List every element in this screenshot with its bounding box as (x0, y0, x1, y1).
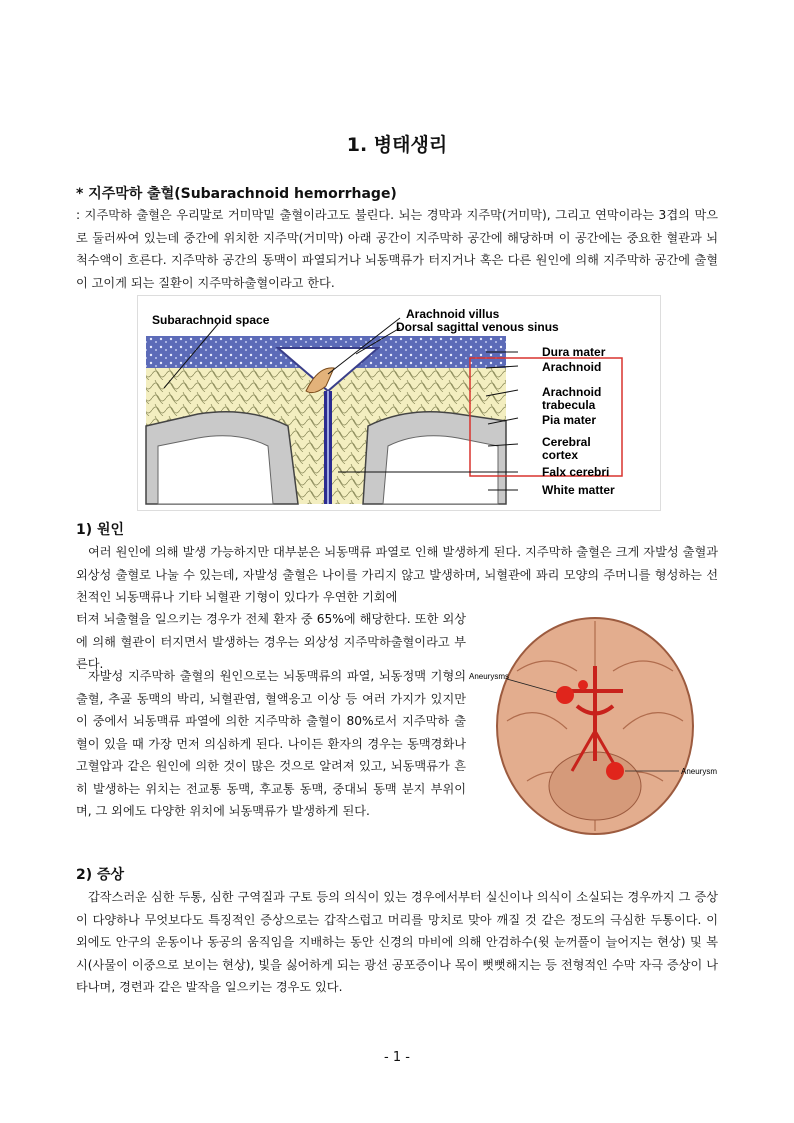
cause-heading: 1) 원인 (76, 522, 125, 538)
cause-paragraph-1: 여러 원인에 의해 발생 가능하지만 대부분은 뇌동맥류 파열로 인해 발생하게 된다. 지주막하 출혈은 크게 자발성 출혈과 외상성 출혈로 나눌 수 있는데, 자발성 출혈은 나이를 가리지 않고 발생하며, 뇌혈관에 꽈리 모양의 주머니를 형성하는 선천적인 뇌동맥류나 기타 뇌혈관 기형이 있다가 우연한 기회에 (76, 545, 718, 604)
label-white-matter: White matter (542, 483, 615, 497)
label-arachnoid-villus: Arachnoid villus (406, 307, 500, 321)
symptom-heading: 2) 증상 (76, 867, 125, 883)
label-subarachnoid-space: Subarachnoid space (152, 313, 270, 327)
label-dorsal-sinus: Dorsal sagittal venous sinus (396, 320, 559, 334)
intro-paragraph: : 지주막하 출혈은 우리말로 거미막밑 출혈이라고도 불린다. 뇌는 경막과 지주막(거미막), 그리고 연막이라는 3겹의 막으로 둘러싸여 있는데 중간에 위치한 지주막(거미막) 아래 공간이 지주막하 공간에 해당하며 이 공간에는 중요한 혈관과 뇌척수액이 흐른다. 지주막하 공간의 동맥이 파열되거나 뇌동맥류가 터지거나 혹은 다른 원인에 의해 지주막하 공간에 출혈이 고이게 되는 질환이 지주막하출혈이라고 한다. (76, 208, 718, 290)
label-aneurysm: Aneurysm (681, 767, 718, 776)
label-dura-mater: Dura mater (542, 345, 606, 359)
page-number: - 1 - (384, 1050, 410, 1065)
label-arachnoid-trabecula-2: trabecula (542, 398, 596, 412)
label-aneurysms: Aneurysms (469, 672, 510, 681)
label-falx-cerebri: Falx cerebri (542, 465, 610, 479)
label-arachnoid-trabecula-1: Arachnoid (542, 385, 602, 399)
meninges-diagram (137, 295, 661, 511)
label-pia-mater: Pia mater (542, 413, 597, 427)
cause-paragraph-1-continued: 터져 뇌출혈을 일으키는 경우가 전체 환자 중 65%에 해당한다. 또한 외상에 의해 혈관이 터지면서 발생하는 경우는 외상성 지주막하출혈이라고 부른다. (76, 612, 466, 671)
brain-aneurysm-illustration (467, 611, 719, 837)
page-title: 1. 병태생리 (346, 134, 448, 156)
intro-heading: * 지주막하 출혈(Subarachnoid hemorrhage) (76, 186, 397, 202)
cause-paragraph-2: 자발성 지주막하 출혈의 원인으로는 뇌동맥류의 파열, 뇌동정맥 기형의 출혈, 추골 동맥의 박리, 뇌혈관염, 혈액응고 이상 등 여러 가지가 있지만 이 중에서 뇌동맥류 파열에 의한 지주막하 출혈이 80%로서 지주막하 출혈이 있을 때 가장 먼저 의심하게 된다. 나이든 환자의 경우는 동맥경화나 고혈압과 같은 원인에 의한 것이 많은 것으로 알려져 있고, 뇌동맥류가 흔히 발생하는 위치는 전교통 동맥, 후교통 동맥, 중대뇌 동맥 분지 부위이며, 그 외에도 다양한 위치에 뇌동맥류가 발생하게 된다. (76, 669, 466, 818)
symptom-paragraph: 갑작스러운 심한 두통, 심한 구역질과 구토 등의 의식이 있는 경우에서부터 실신이나 의식이 소실되는 경우까지 그 증상이 다양하나 무엇보다도 특징적인 증상으로는 갑작스럽고 머리를 망치로 맞아 깨질 것 같은 정도의 극심한 두통이다. 이 외에도 안구의 운동이나 동공의 움직임을 지배하는 동안 신경의 마비에 의해 안검하수(윗 눈꺼풀이 늘어지는 현상) 및 복시(사물이 이중으로 보이는 현상), 빛을 싫어하게 되는 광선 공포증이나 목이 뻣뻣해지는 등 전형적인 수막 자극 증상이 나타나며, 경련과 같은 발작을 일으키는 경우도 있다. (76, 890, 718, 994)
label-arachnoid: Arachnoid (542, 360, 602, 374)
meninges-diagram-svg (138, 296, 660, 510)
label-cerebral-cortex-1: Cerebral (542, 435, 591, 449)
brain-aneurysm-svg (467, 611, 719, 837)
label-cerebral-cortex-2: cortex (542, 448, 579, 462)
